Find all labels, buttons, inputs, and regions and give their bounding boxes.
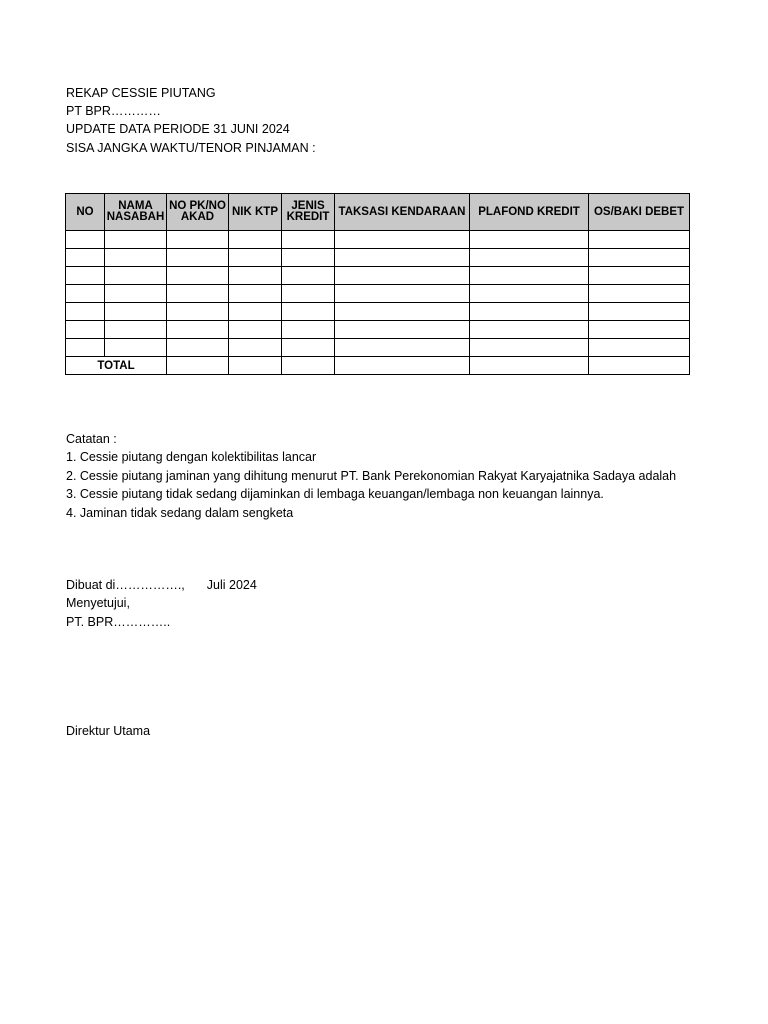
column-header-no-pk-akad: NO PK/NO AKAD bbox=[167, 194, 229, 231]
table-row bbox=[66, 285, 690, 303]
table-cell bbox=[335, 339, 470, 357]
bank-name-line: PT BPR………… bbox=[66, 104, 161, 118]
note-item: 4. Jaminan tidak sedang dalam sengketa bbox=[66, 506, 294, 520]
period-line: UPDATE DATA PERIODE 31 JUNI 2024 bbox=[66, 122, 290, 136]
column-header-nik-ktp: NIK KTP bbox=[229, 194, 282, 231]
column-header-plafond-kredit: PLAFOND KREDIT bbox=[470, 194, 589, 231]
table-row bbox=[66, 267, 690, 285]
table-cell bbox=[335, 231, 470, 249]
table-cell bbox=[589, 357, 690, 375]
table-cell bbox=[66, 249, 105, 267]
column-header-taksasi-kendaraan: TAKSASI KENDARAAN bbox=[335, 194, 470, 231]
table-header-row bbox=[66, 194, 690, 231]
table-cell bbox=[229, 231, 282, 249]
table-body bbox=[66, 231, 690, 375]
signature-place: Dibuat di……………., bbox=[66, 578, 185, 592]
table-cell bbox=[229, 285, 282, 303]
table-cell bbox=[282, 321, 335, 339]
table-cell bbox=[105, 249, 167, 267]
column-header-jenis-kredit: JENIS KREDIT bbox=[282, 194, 335, 231]
column-header-no: NO bbox=[66, 194, 105, 231]
note-item: 2. Cessie piutang jaminan yang dihitung menurut PT. Bank Perekonomian Rakyat Karyajatnika Sadaya adalah bbox=[66, 469, 677, 483]
tenor-line: SISA JANGKA WAKTU/TENOR PINJAMAN : bbox=[66, 141, 316, 155]
table-cell bbox=[167, 285, 229, 303]
table-cell bbox=[470, 285, 589, 303]
table-row bbox=[66, 231, 690, 249]
table-row bbox=[66, 249, 690, 267]
table-cell bbox=[105, 339, 167, 357]
document-title: REKAP CESSIE PIUTANG bbox=[66, 86, 216, 100]
table-cell bbox=[229, 249, 282, 267]
table-cell bbox=[167, 303, 229, 321]
table-cell bbox=[105, 303, 167, 321]
signature-place-date bbox=[66, 576, 257, 594]
signature-approval: Menyetujui, bbox=[66, 596, 130, 610]
table-cell bbox=[167, 339, 229, 357]
table-cell bbox=[335, 285, 470, 303]
table-cell bbox=[167, 267, 229, 285]
notes-title: Catatan : bbox=[66, 432, 117, 446]
table-cell bbox=[589, 231, 690, 249]
table-cell bbox=[66, 267, 105, 285]
table-total-row bbox=[66, 357, 690, 375]
table-cell bbox=[282, 267, 335, 285]
table-cell bbox=[589, 339, 690, 357]
table-cell bbox=[66, 303, 105, 321]
table-cell bbox=[167, 321, 229, 339]
note-item: 3. Cessie piutang tidak sedang dijaminkan di lembaga keuangan/lembaga non keuangan lainnya. bbox=[66, 487, 604, 501]
table-cell bbox=[589, 285, 690, 303]
table-cell bbox=[470, 231, 589, 249]
table-cell bbox=[470, 249, 589, 267]
table-cell bbox=[589, 267, 690, 285]
table-cell bbox=[589, 321, 690, 339]
table-cell bbox=[105, 321, 167, 339]
total-label: TOTAL bbox=[66, 357, 167, 375]
signature-date: Juli 2024 bbox=[206, 578, 257, 592]
table-cell bbox=[470, 357, 589, 375]
table-cell bbox=[66, 231, 105, 249]
table-cell bbox=[66, 339, 105, 357]
table-cell bbox=[470, 303, 589, 321]
table-cell bbox=[589, 303, 690, 321]
table-cell bbox=[282, 357, 335, 375]
cessie-table bbox=[65, 193, 690, 375]
table-cell bbox=[282, 339, 335, 357]
signature-company: PT. BPR………….. bbox=[66, 615, 171, 629]
table-cell bbox=[282, 285, 335, 303]
table-cell bbox=[167, 231, 229, 249]
table-cell bbox=[589, 249, 690, 267]
table-cell bbox=[167, 357, 229, 375]
table-cell bbox=[335, 303, 470, 321]
table-cell bbox=[229, 357, 282, 375]
table-cell bbox=[66, 285, 105, 303]
table-row bbox=[66, 321, 690, 339]
table-cell bbox=[470, 321, 589, 339]
table-cell bbox=[105, 267, 167, 285]
table-cell bbox=[229, 339, 282, 357]
table-cell bbox=[229, 321, 282, 339]
table-cell bbox=[470, 267, 589, 285]
table-cell bbox=[335, 267, 470, 285]
table-cell bbox=[335, 357, 470, 375]
table-cell bbox=[282, 249, 335, 267]
table-cell bbox=[66, 321, 105, 339]
table-cell bbox=[335, 249, 470, 267]
column-header-os-baki-debet: OS/BAKI DEBET bbox=[589, 194, 690, 231]
table-cell bbox=[229, 303, 282, 321]
note-item: 1. Cessie piutang dengan kolektibilitas lancar bbox=[66, 450, 317, 464]
table-row bbox=[66, 303, 690, 321]
table-cell bbox=[335, 321, 470, 339]
table-cell bbox=[470, 339, 589, 357]
table-cell bbox=[282, 231, 335, 249]
signature-title: Direktur Utama bbox=[66, 724, 151, 738]
table-cell bbox=[167, 249, 229, 267]
column-header-nama-nasabah: NAMA NASABAH bbox=[105, 194, 167, 231]
table-cell bbox=[105, 231, 167, 249]
table-cell bbox=[105, 285, 167, 303]
table-cell bbox=[282, 303, 335, 321]
table-row bbox=[66, 339, 690, 357]
table-cell bbox=[229, 267, 282, 285]
